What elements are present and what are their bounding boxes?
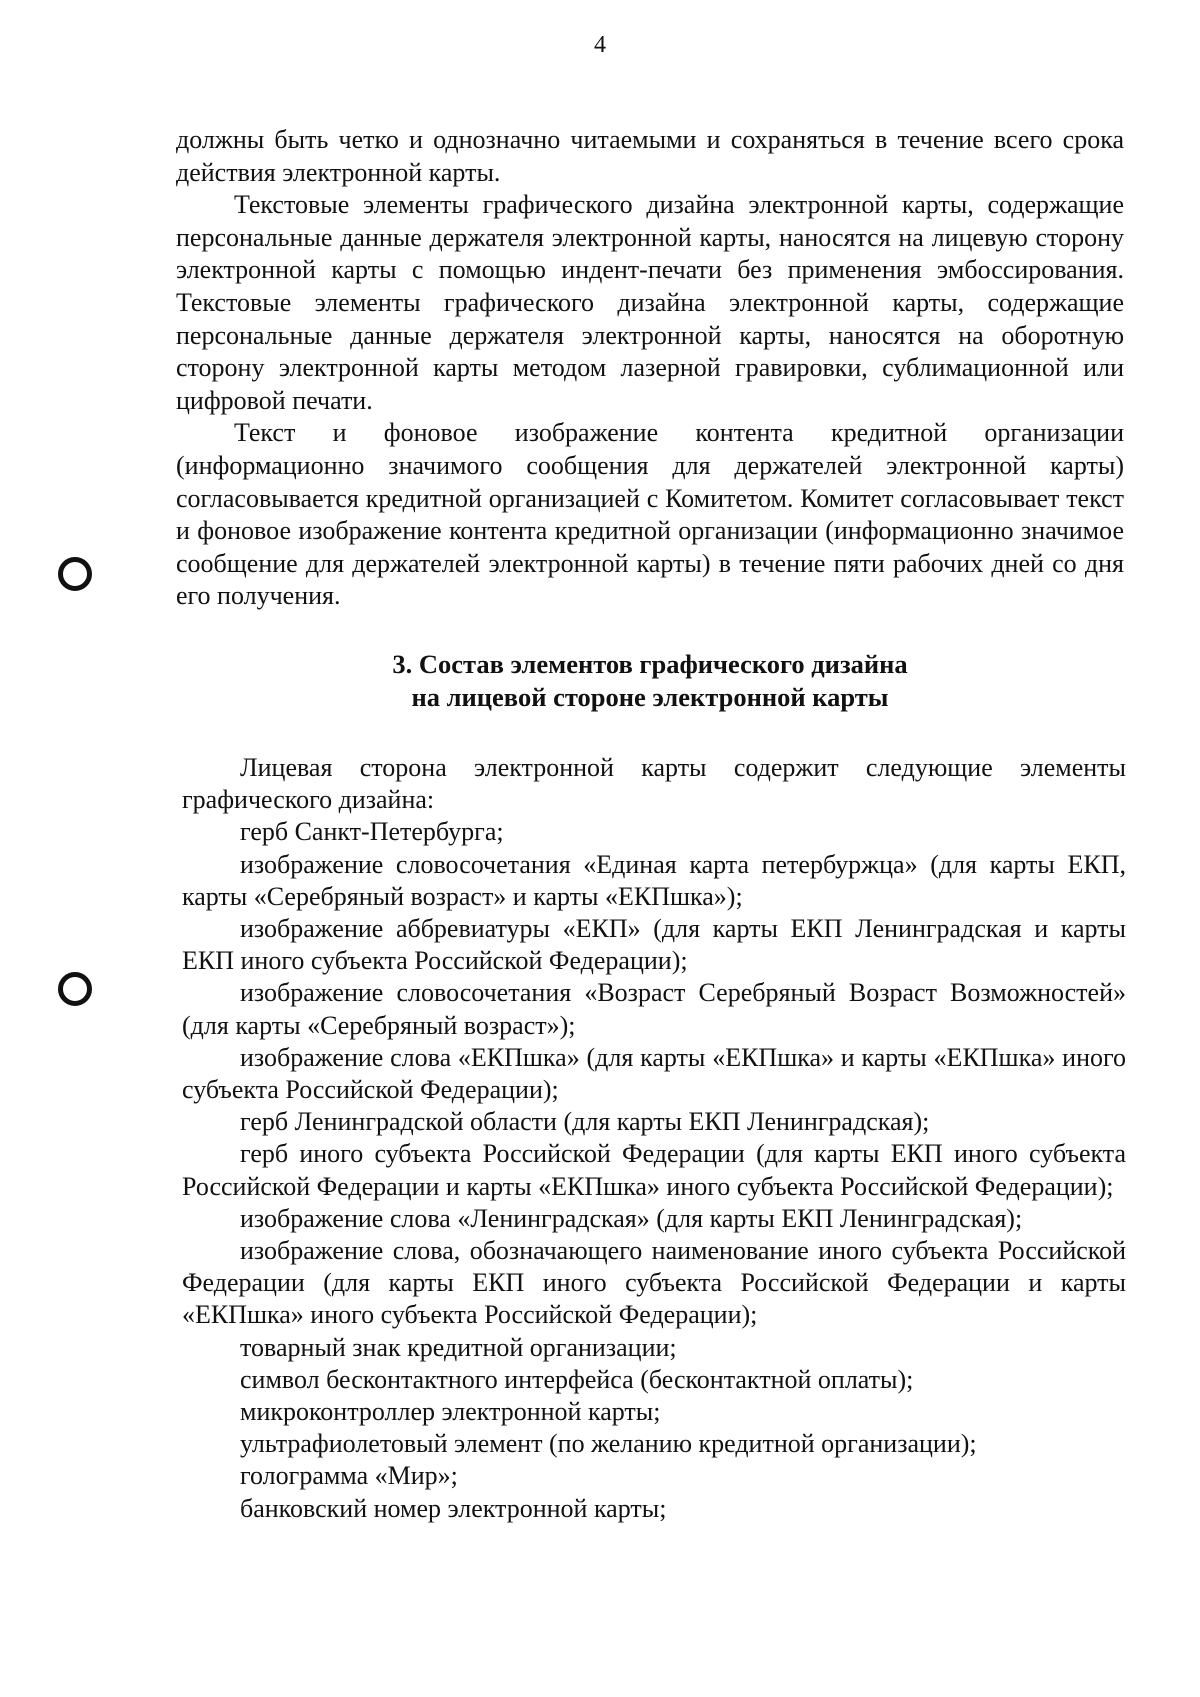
- list-item: банковский номер электронной карты;: [240, 1493, 667, 1523]
- list-item: голограмма «Мир»;: [240, 1461, 458, 1491]
- list-item: изображение слова, обозначающего наименование иного субъекта Российской Федерации (для карты ЕКП иного субъекта Российской Федерации и карты «ЕКПшка» иного субъекта Российской Федерации);: [182, 1236, 1126, 1330]
- list-item: изображение слова «Ленинградская» (для карты ЕКП Ленинградская);: [240, 1203, 1023, 1233]
- list-item: товарный знак кредитной организации;: [240, 1332, 677, 1362]
- intro-paragraph-1: должны быть четко и однозначно читаемыми и сохраняться в течение всего срока действия электронной карты.: [176, 125, 1124, 187]
- list-item: изображение аббревиатуры «ЕКП» (для карты ЕКП Ленинградская и карты ЕКП иного субъекта Российской Федерации);: [182, 914, 1126, 976]
- list-item: герб Санкт-Петербурга;: [240, 817, 504, 847]
- punch-hole-top: [58, 557, 92, 591]
- intro-paragraph-2: Текстовые элементы графического дизайна электронной карты, содержащие персональные данные держателя электронной карты, наносятся на лицевую сторону электронной карты с помощью индент-печати без применения эмбоссирования. Текстовые элементы графического дизайна электронной карты, содержащие персональные данные держателя электронной карты, наносятся на оборотную сторону электронной карты методом лазерной гравировки, сублимационной или цифровой печати.: [176, 190, 1124, 415]
- list-item: ультрафиолетовый элемент (по желанию кредитной организации);: [240, 1429, 977, 1459]
- elements-list: [182, 752, 1126, 1525]
- page-number: 4: [594, 32, 606, 58]
- punch-hole-bottom: [58, 972, 92, 1006]
- list-item: изображение словосочетания «Возраст Серебряный Возраст Возможностей» (для карты «Серебряный возраст»);: [182, 978, 1126, 1040]
- section-lead: Лицевая сторона электронной карты содержит следующие элементы графического дизайна:: [182, 753, 1126, 815]
- section-heading-line-2: на лицевой стороне электронной карты: [411, 682, 889, 712]
- section-heading: [176, 648, 1124, 714]
- list-item: герб Ленинградской области (для карты ЕКП Ленинградская);: [240, 1107, 930, 1137]
- list-item: символ бесконтактного интерфейса (бесконтактной оплаты);: [240, 1364, 914, 1394]
- list-item: микроконтроллер электронной карты;: [240, 1397, 661, 1427]
- intro-text: [176, 124, 1124, 613]
- intro-paragraph-3: Текст и фоновое изображение контента кредитной организации (информационно значимого сообщения для держателей электронной карты) согласовывается кредитной организацией с Комитетом. Комитет согласовывает текст и фоновое изображение контента кредитной организации (информационно значимое сообщение для держателей электронной карты) в течение пяти рабочих дней со дня его получения.: [176, 418, 1124, 611]
- list-item: изображение словосочетания «Единая карта петербуржца» (для карты ЕКП, карты «Серебряный возраст» и карты «ЕКПшка»);: [182, 849, 1126, 911]
- list-item: герб иного субъекта Российской Федерации (для карты ЕКП иного субъекта Российской Федерации и карты «ЕКПшка» иного субъекта Российской Федерации);: [182, 1139, 1126, 1201]
- section-heading-line-1: 3. Состав элементов графического дизайна: [392, 649, 908, 679]
- list-item: изображение слова «ЕКПшка» (для карты «ЕКПшка» и карты «ЕКПшка» иного субъекта Российской Федерации);: [182, 1042, 1126, 1105]
